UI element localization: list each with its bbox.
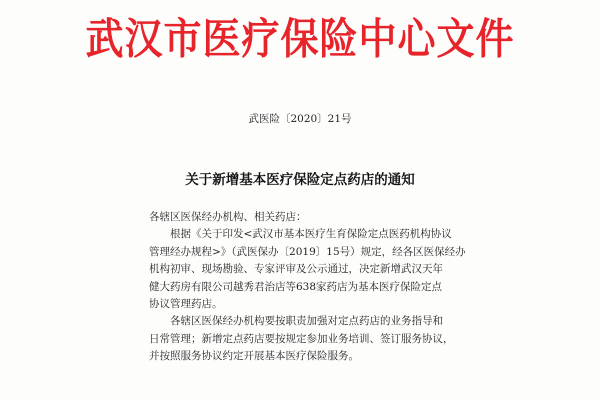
- paragraph-1-line: 健大药房有限公司越秀君治店等638家药店为基本医疗保险定点: [149, 280, 443, 293]
- document-number: 武医险〔2020〕21号: [248, 113, 352, 125]
- paragraph-1-line: 协议管理药店。: [149, 298, 223, 311]
- addressee-line: 各辖区医保经办机构、相关药店：: [149, 211, 307, 223]
- document-body: [149, 209, 469, 366]
- paragraph-2-line: 并按照服务协议约定开展基本医疗保险服务。: [149, 350, 359, 363]
- paragraph-2-line: 各辖区医保经办机构要按职责加强对定点药店的业务指导和: [170, 315, 443, 328]
- paragraph-2-line: 日常管理；新增定点药店要按规定参加业务培训、签订服务协议，: [149, 332, 454, 345]
- paragraph-1-line: 机构初审、现场勘验、专家评审及公示通过，决定新增武汉天年: [149, 263, 443, 276]
- document-masthead: 武汉市医疗保险中心文件: [85, 13, 515, 64]
- paragraph-1-line: 管理经办规程>》（武医保办〔2019〕15号）规定，经各区医保经办: [149, 245, 466, 258]
- document-title: 关于新增基本医疗保险定点药店的通知: [185, 172, 415, 188]
- paragraph-1-line: 根据《关于印发<武汉市基本医疗生育保险定点医药机构协议: [170, 228, 452, 241]
